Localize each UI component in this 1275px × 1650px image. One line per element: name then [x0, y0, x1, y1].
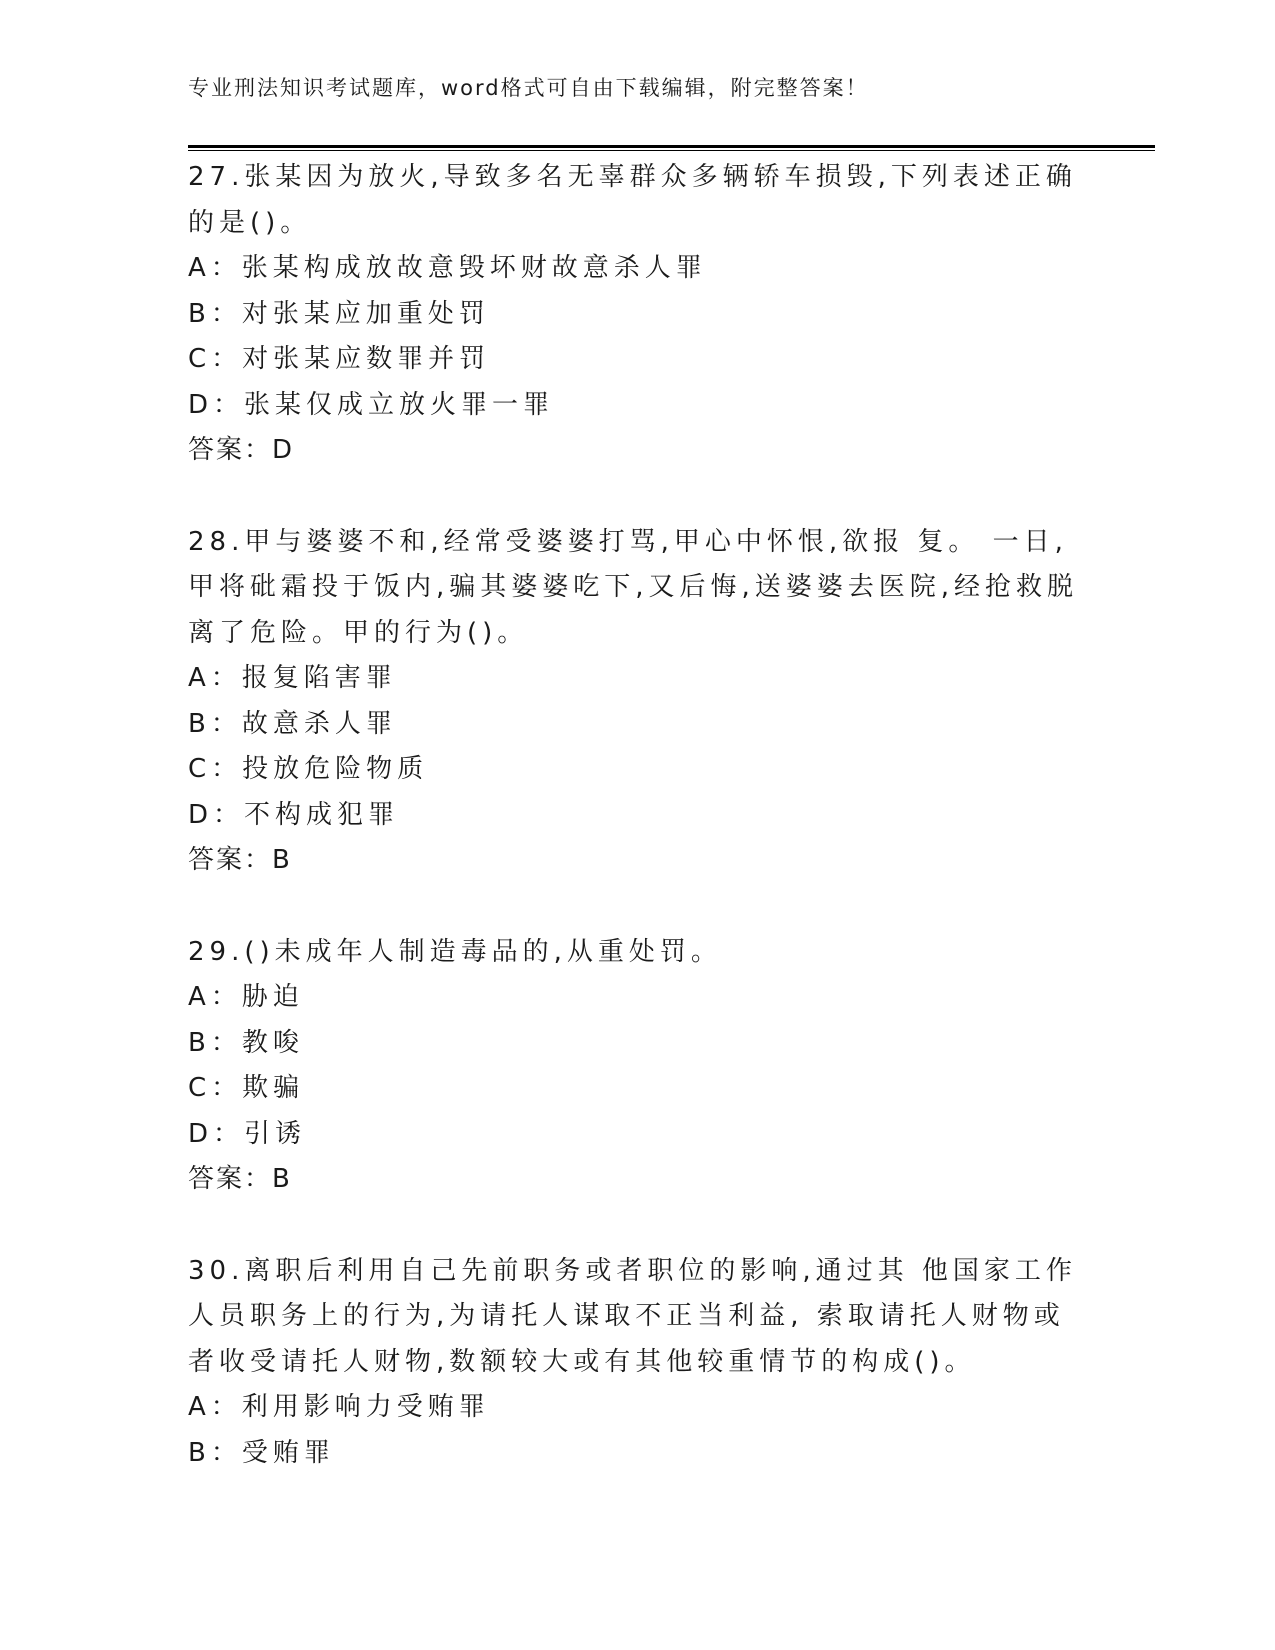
question-stem: 27.张某因为放火,导致多名无辜群众多辆轿车损毁,下列表述正确的是()。 — [188, 162, 1077, 238]
option-d: D：不构成犯罪 — [188, 799, 400, 830]
question-28 — [188, 520, 1088, 884]
option-c: C：欺骗 — [188, 1073, 305, 1103]
option-d: D：张某仅成立放火罪一罪 — [188, 389, 555, 420]
option-b: B：故意杀人罪 — [188, 708, 397, 739]
option-a: A：报复陷害罪 — [188, 663, 397, 693]
option-b: B：受贿罪 — [188, 1437, 335, 1468]
question-stem: 28.甲与婆婆不和,经常受婆婆打骂,甲心中怀恨,欲报 复。 一日,甲将砒霜投于饭内,骗其婆婆吃下,又后悔,送婆婆去医院,经抢救脱离了危险。甲的行为()。 — [188, 526, 1079, 648]
answer: 答案：D — [188, 435, 295, 465]
question-stem: 29.()未成年人制造毒品的,从重处罚。 — [188, 936, 722, 967]
option-b: B：教唆 — [188, 1027, 304, 1058]
header-rule-thick — [188, 145, 1155, 148]
answer: 答案：B — [188, 845, 292, 875]
option-a: A：张某构成放故意毁坏财故意杀人罪 — [188, 253, 707, 283]
option-d: D：引诱 — [188, 1118, 307, 1149]
page-header: 专业刑法知识考试题库，word格式可自由下载编辑，附完整答案！ — [188, 76, 869, 100]
question-stem: 30.离职后利用自己先前职务或者职位的影响,通过其 他国家工作人员职务上的行为,为请托人谋取不正当利益, 索取请托人财物或者收受请托人财物,数额较大或有其他较重情节的构成()。 — [188, 1255, 1077, 1377]
option-b: B：对张某应加重处罚 — [188, 298, 490, 329]
option-c: C：对张某应数罪并罚 — [188, 344, 491, 374]
option-c: C：投放危险物质 — [188, 754, 429, 784]
header-rule-thin — [188, 150, 1155, 151]
answer: 答案：B — [188, 1164, 292, 1194]
option-a: A：利用影响力受贿罪 — [188, 1392, 490, 1422]
question-27 — [188, 155, 1088, 474]
option-a: A：胁迫 — [188, 982, 304, 1012]
question-29 — [188, 930, 1088, 1203]
question-30 — [188, 1249, 1088, 1477]
question-list — [188, 155, 1088, 1522]
